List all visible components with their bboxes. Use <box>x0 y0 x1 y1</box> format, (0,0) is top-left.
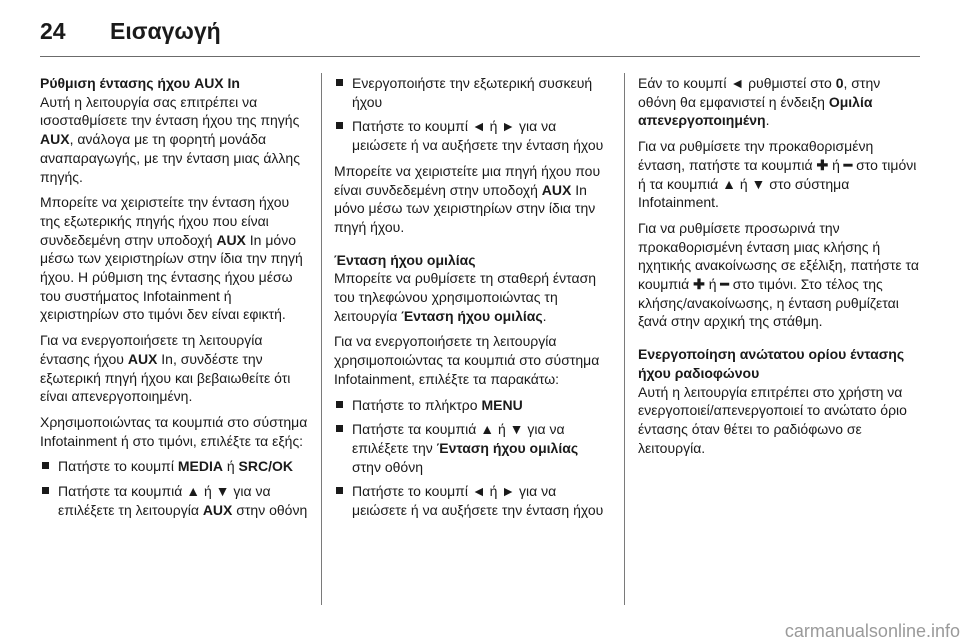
section-heading: Ενεργοποίηση ανώτατου ορίου έντασης ήχου ραδιοφώνου <box>638 346 905 381</box>
list-item: Πατήστε το κουμπί ◄ ή ► για να μειώσετε ή να αυξήσετε την ένταση ήχου <box>334 117 606 154</box>
column-divider <box>321 73 322 605</box>
minus-icon: ━ <box>843 156 853 173</box>
bullet-list <box>40 457 312 519</box>
list-item: Ενεργοποιήστε την εξωτερική συσκευή ήχου <box>334 74 606 111</box>
column-1 <box>40 74 312 526</box>
list-item: Πατήστε τα κουμπιά ▲ ή ▼ για να επιλέξετε την Ένταση ήχου ομιλίας στην οθόνη <box>334 420 606 476</box>
paragraph: Μπορείτε να ρυθμίσετε τη σταθερή ένταση του τηλεφώνου χρησιμοποιώντας τη λειτουργία Ένταση ήχου ομιλίας. <box>334 270 597 324</box>
paragraph: Για να ρυθμίσετε την προκαθορισμένη ένταση, πατήστε τα κουμπιά ✚ ή ━ στο τιμόνι ή τα κουμπιά ▲ ή ▼ στο σύστημα Infotainment. <box>638 138 917 211</box>
plus-icon: ✚ <box>693 276 705 293</box>
list-item: Πατήστε τα κουμπιά ▲ ή ▼ για να επιλέξετε τη λειτουργία AUX στην οθόνη <box>40 482 312 519</box>
page-number: 24 <box>40 18 66 44</box>
watermark: carmanualsonline.info <box>784 621 960 641</box>
paragraph: Μπορείτε να χειριστείτε μια πηγή ήχου που είναι συνδεδεμένη στην υποδοχή AUX In μόνο μέσω των χειριστηρίων στην ίδια την πηγή ήχου. <box>334 162 601 235</box>
page-header <box>40 18 920 54</box>
minus-icon: ━ <box>720 276 729 293</box>
list-item: Πατήστε το κουμπί MEDIA ή SRC/OK <box>40 457 312 476</box>
section-heading: Ρύθμιση έντασης ήχου AUX In <box>40 75 240 91</box>
bullet-list <box>334 74 606 155</box>
list-item: Πατήστε το κουμπί ◄ ή ► για να μειώσετε ή να αυξήσετε την ένταση ήχου <box>334 482 606 519</box>
bullet-list <box>334 396 606 520</box>
list-item: Πατήστε το πλήκτρο MENU <box>334 396 606 415</box>
paragraph: Για να ενεργοποιήσετε τη λειτουργία έντασης ήχου AUX In, συνδέστε την εξωτερική πηγή ήχου και βεβαιωθείτε ότι είναι απενεργοποιημένη. <box>40 332 291 405</box>
section-heading: Ένταση ήχου ομιλίας <box>334 251 476 268</box>
column-divider <box>624 73 625 605</box>
paragraph: Αυτή η λειτουργία επιτρέπει στο χρήστη να ενεργοποιεί/απενεργοποιεί το ανώτατο όριο έντασης όταν θέτει το ραδιόφωνο σε λειτουργία. <box>638 383 907 456</box>
paragraph: Για να ρυθμίσετε προσωρινά την προκαθορισμένη ένταση μιας κλήσης ή ηχητικής ανακοίνωσης σε εξέλιξη, πατήστε τα κουμπιά ✚ ή ━ στο τιμόνι. Στο τέλος της κλήσης/ανακοίνωσης, η ένταση ρυθμίζεται ξανά στην αρχική της στάθμη. <box>638 219 919 330</box>
paragraph: Χρησιμοποιώντας τα κουμπιά στο σύστημα Infotainment ή στο τιμόνι, επιλέξτε τα εξής: <box>40 413 308 449</box>
header-rule <box>40 56 920 57</box>
paragraph: Αυτή η λειτουργία σας επιτρέπει να ισοσταθμίσετε την ένταση ήχου της πηγής AUX, ανάλογα με τη φορητή μονάδα αναπαραγωγής, με την ένταση μιας άλλης πηγής. <box>40 93 300 185</box>
paragraph: Για να ενεργοποιήσετε τη λειτουργία χρησιμοποιώντας τα κουμπιά στο σύστημα Infotainment, επιλέξτε τα παρακάτω: <box>334 333 600 387</box>
paragraph: Μπορείτε να χειριστείτε την ένταση ήχου της εξωτερικής πηγής ήχου που είναι συνδεδεμένη στην υποδοχή AUX In μόνο μέσω των χειριστηρίων στην ίδια την πηγή ήχου. Η ρύθμιση της έντασης ήχου μέσω του συστήματος Infotainment ή χειριστηρίων στο τιμόνι δεν είναι εφικτή. <box>40 194 303 323</box>
plus-icon: ✚ <box>816 156 829 173</box>
column-3 <box>638 74 920 464</box>
paragraph: Εάν το κουμπί ◄ ρυθμιστεί στο 0, στην οθόνη θα εμφανιστεί η ένδειξη Ομιλία απενεργοποιημένη. <box>638 75 881 129</box>
column-2 <box>334 74 606 527</box>
section-title: Εισαγωγή <box>110 18 221 44</box>
